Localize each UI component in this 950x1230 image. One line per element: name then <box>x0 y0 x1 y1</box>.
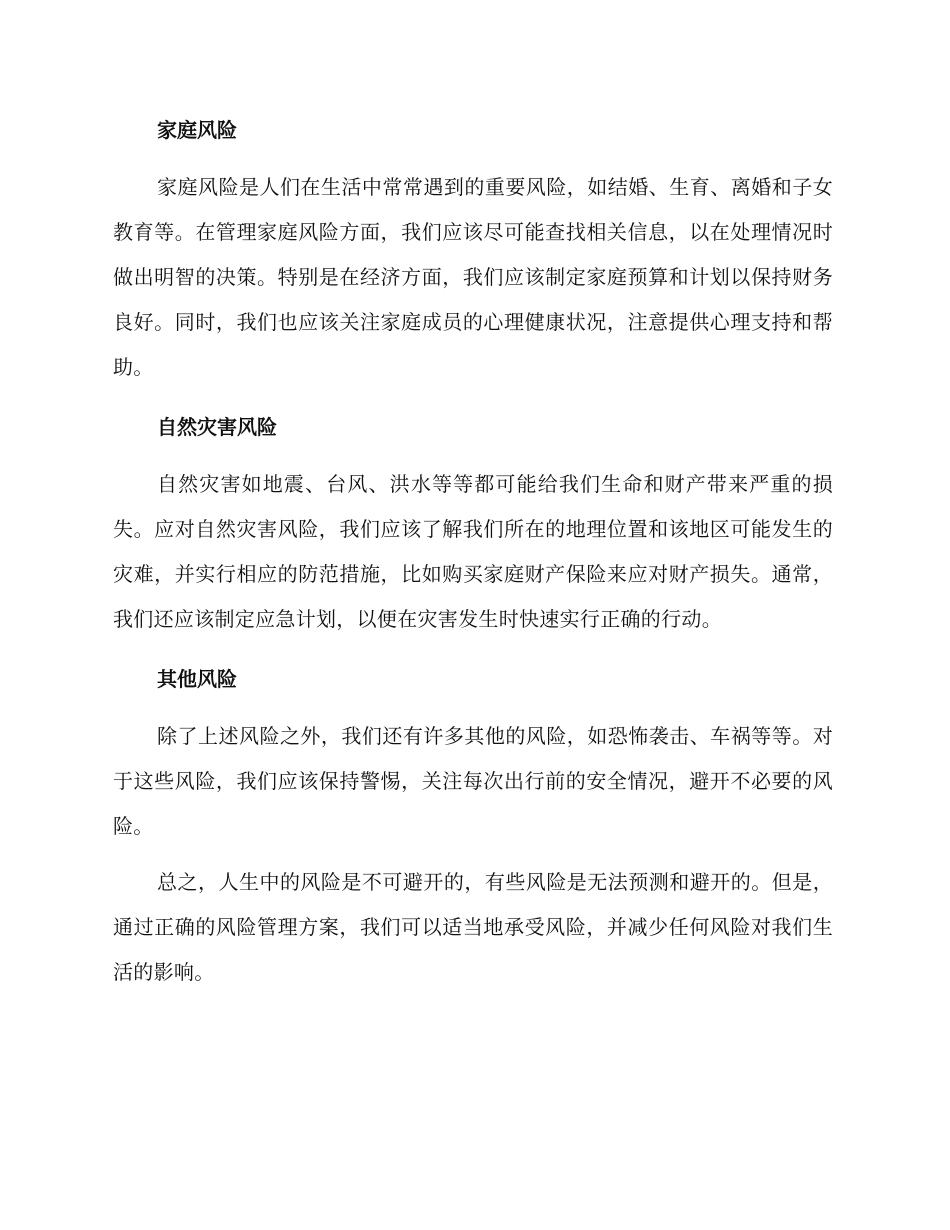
section-heading-other-risks: 其他风险 <box>157 667 237 691</box>
paragraph-family-risk: 家庭风险是人们在生活中常常遇到的重要风险，如结婚、生育、离婚和子女教育等。在管理家庭风险方面，我们应该尽可能查找相关信息，以在处理情况时做出明智的决策。特别是在经济方面，我们应该制定家庭预算和计划以保持财务良好。同时，我们也应该关注家庭成员的心理健康状况，注意提供心理支持和帮助。 <box>113 175 833 379</box>
section-heading-family-risk: 家庭风险 <box>157 118 237 142</box>
paragraph-conclusion: 总之，人生中的风险是不可避开的，有些风险是无法预测和避开的。但是，通过正确的风险管理方案，我们可以适当地承受风险，并减少任何风险对我们生活的影响。 <box>113 870 833 984</box>
section-heading-natural-disaster-risk: 自然灾害风险 <box>157 415 277 439</box>
paragraph-natural-disaster-risk: 自然灾害如地震、台风、洪水等等都可能给我们生命和财产带来严重的损失。应对自然灾害风险，我们应该了解我们所在的地理位置和该地区可能发生的灾难，并实行相应的防范措施，比如购买家庭财产保险来应对财产损失。通常，我们还应该制定应急计划，以便在灾害发生时快速实行正确的行动。 <box>113 472 833 631</box>
document-page <box>113 108 833 995</box>
paragraph-other-risks: 除了上述风险之外，我们还有许多其他的风险，如恐怖袭击、车祸等等。对于这些风险，我们应该保持警惕，关注每次出行前的安全情况，避开不必要的风险。 <box>113 724 833 838</box>
